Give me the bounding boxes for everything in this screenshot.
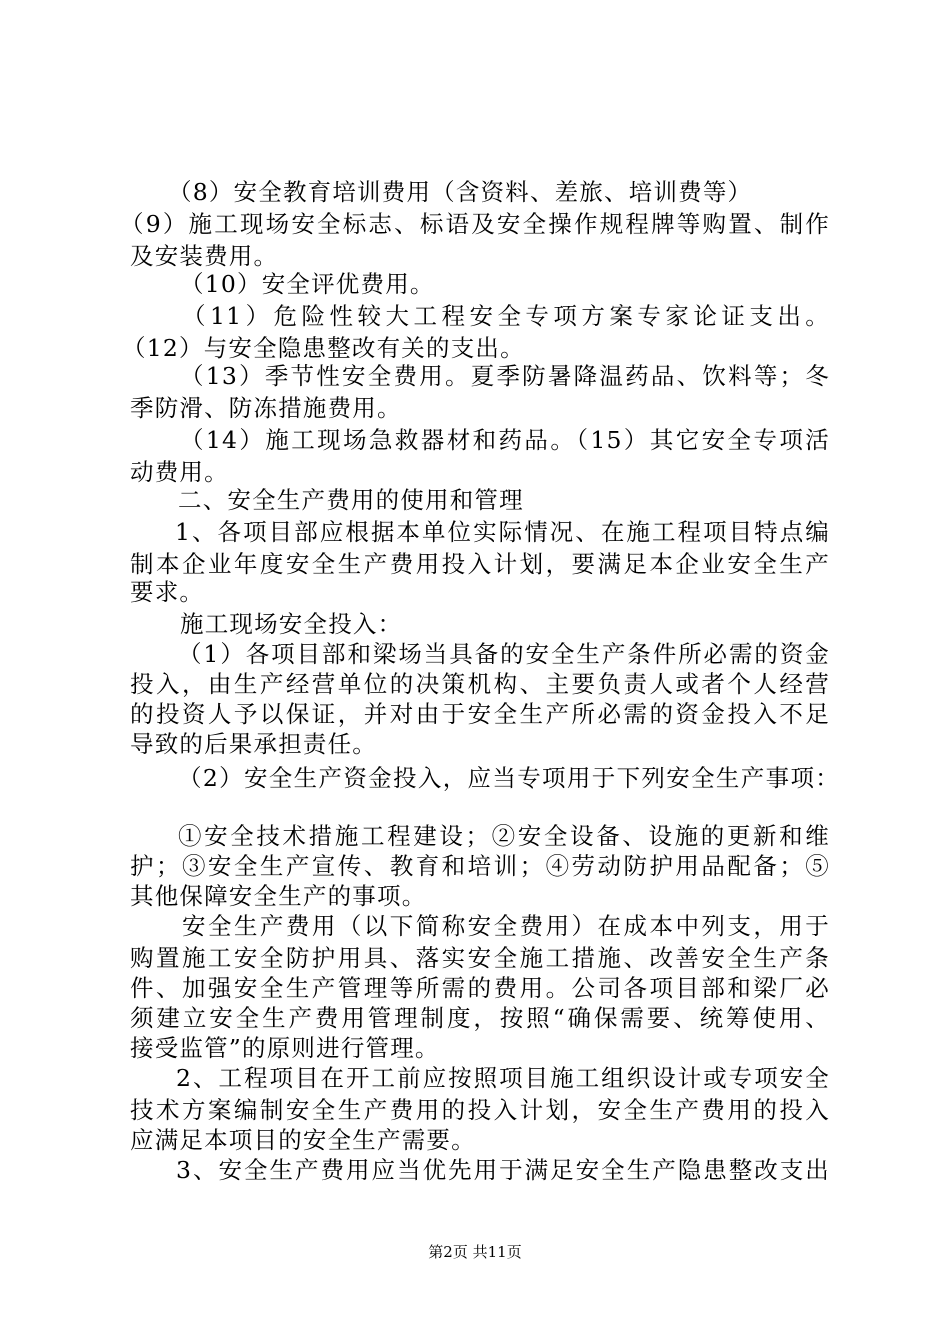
text-line: （1）各项目部和梁场当具备的安全生产条件所必需的资金 xyxy=(178,640,830,668)
text-line: （12）与安全隐患整改有关的支出。 xyxy=(122,334,525,362)
text-line: （8）安全教育培训费用（含资料、差旅、培训费等） xyxy=(168,178,753,206)
section-heading: 二、安全生产费用的使用和管理 xyxy=(178,486,524,514)
text-line: 1、各项目部应根据本单位实际情况、在施工程项目特点编 xyxy=(175,518,830,546)
text-line: 件、加强安全生产管理等所需的费用。公司各项目部和梁厂必 xyxy=(130,974,830,1002)
text-line: ①安全技术措施工程建设；②安全设备、设施的更新和维 xyxy=(178,822,830,850)
text-line: 要求。 xyxy=(130,578,205,606)
text-line: （13）季节性安全费用。夏季防暑降温药品、饮料等；冬 xyxy=(180,362,830,390)
text-line: 施工现场安全投入： xyxy=(180,610,403,638)
text-line: 购置施工安全防护用具、落实安全施工措施、改善安全生产条 xyxy=(130,944,830,972)
text-line: 应满足本项目的安全生产需要。 xyxy=(130,1126,476,1154)
text-line: 2、工程项目在开工前应按照项目施工组织设计或专项安全 xyxy=(176,1064,830,1092)
text-line: 须建立安全生产费用管理制度，按照“确保需要、统筹使用、 xyxy=(130,1004,830,1032)
text-line: （11）危险性较大工程安全专项方案专家论证支出。 xyxy=(182,302,830,330)
text-line: 的投资人予以保证，并对由于安全生产所必需的资金投入不足 xyxy=(130,700,830,728)
text-line: 其他保障安全生产的事项。 xyxy=(130,882,427,910)
page-number-footer: 第2页 共11页 xyxy=(428,1243,522,1261)
text-line: 安全生产费用（以下简称安全费用）在成本中列支，用于 xyxy=(182,912,830,940)
text-line: 投入，由生产经营单位的决策机构、主要负责人或者个人经营 xyxy=(130,670,830,698)
text-line: 护；③安全生产宣传、教育和培训；④劳动防护用品配备；⑤ xyxy=(130,852,830,880)
text-line: （14）施工现场急救器材和药品。（15）其它安全专项活 xyxy=(180,426,830,454)
text-line: （2）安全生产资金投入，应当专项用于下列安全生产事项： xyxy=(178,764,840,792)
text-line: 季防滑、防冻措施费用。 xyxy=(130,394,402,422)
text-line: 制本企业年度安全生产费用投入计划，要满足本企业安全生产 xyxy=(130,550,830,578)
text-line: （10）安全评优费用。 xyxy=(180,270,435,298)
text-line: （9）施工现场安全标志、标语及安全操作规程牌等购置、制作 xyxy=(120,210,830,238)
text-line: 动费用。 xyxy=(130,458,229,486)
text-line: 接受监管”的原则进行管理。 xyxy=(130,1034,440,1062)
text-line: 技术方案编制安全生产费用的投入计划，安全生产费用的投入 xyxy=(130,1096,830,1124)
text-line: 3、安全生产费用应当优先用于满足安全生产隐患整改支出 xyxy=(176,1156,830,1184)
text-line: 及安装费用。 xyxy=(130,242,279,270)
text-line: 导致的后果承担责任。 xyxy=(130,730,377,758)
